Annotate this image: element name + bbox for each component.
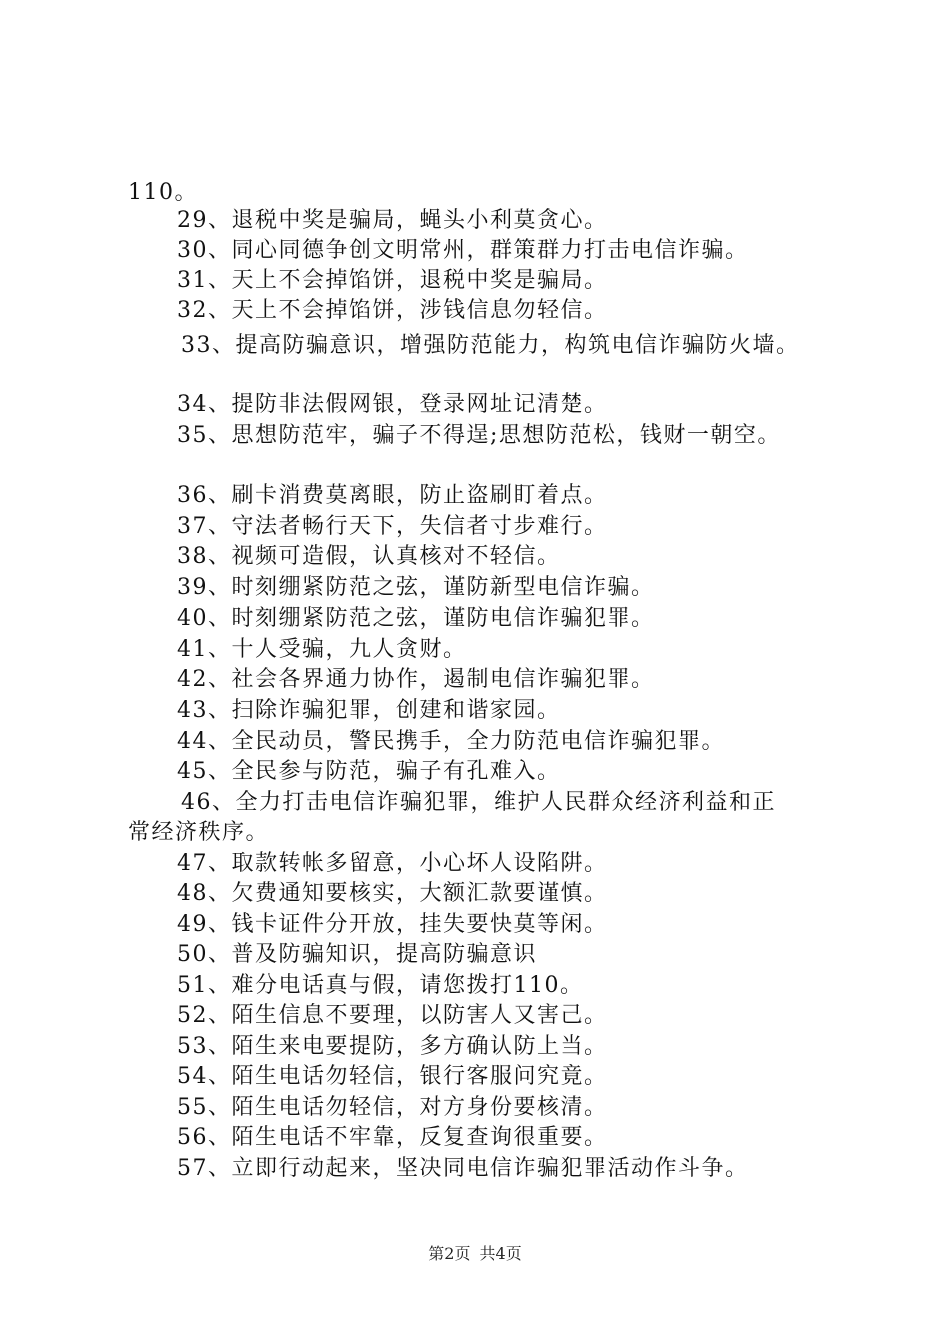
text-line-15: 42、社会各界通力协作，遏制电信诈骗犯罪。 xyxy=(177,667,655,692)
text-line-5: 32、天上不会掉馅饼，涉钱信息勿轻信。 xyxy=(177,298,608,323)
text-line-27: 53、陌生来电要提防，多方确认防上当。 xyxy=(177,1034,608,1059)
text-line-14: 41、十人受骗，九人贪财。 xyxy=(177,637,467,662)
text-line-19: 46、全力打击电信诈骗犯罪，维护人民群众经济利益和正 xyxy=(181,790,776,815)
text-line-30: 56、陌生电话不牢靠，反复查询很重要。 xyxy=(177,1125,608,1150)
text-line-4: 31、天上不会掉馅饼，退税中奖是骗局。 xyxy=(177,268,608,293)
text-line-8: 35、思想防范牢，骗子不得逞;思想防范松，钱财一朝空。 xyxy=(177,423,781,448)
text-line-31: 57、立即行动起来，坚决同电信诈骗犯罪活动作斗争。 xyxy=(177,1156,749,1181)
page-footer xyxy=(0,1242,950,1266)
text-line-20: 常经济秩序。 xyxy=(128,820,270,845)
text-line-24: 50、普及防骗知识，提高防骗意识 xyxy=(177,942,537,967)
text-line-23: 49、钱卡证件分开放，挂失要快莫等闲。 xyxy=(177,912,608,937)
text-line-3: 30、同心同德争创文明常州，群策群力打击电信诈骗。 xyxy=(177,238,749,263)
text-line-21: 47、取款转帐多留意，小心坏人设陷阱。 xyxy=(177,851,608,876)
text-line-1: 110。 xyxy=(128,180,198,205)
text-line-17: 44、全民动员，警民携手，全力防范电信诈骗犯罪。 xyxy=(177,729,725,754)
text-line-25: 51、难分电话真与假，请您拨打110。 xyxy=(177,973,584,998)
text-line-7: 34、提防非法假网银，登录网址记清楚。 xyxy=(177,392,608,417)
text-line-18: 45、全民参与防范，骗子有孔难入。 xyxy=(177,759,561,784)
text-line-11: 38、视频可造假，认真核对不轻信。 xyxy=(177,544,561,569)
text-line-28: 54、陌生电话勿轻信，银行客服问究竟。 xyxy=(177,1064,608,1089)
text-line-29: 55、陌生电话勿轻信，对方身份要核清。 xyxy=(177,1095,608,1120)
page-number: 第2页 xyxy=(428,1244,471,1263)
text-line-13: 40、时刻绷紧防范之弦，谨防电信诈骗犯罪。 xyxy=(177,606,655,631)
text-line-12: 39、时刻绷紧防范之弦，谨防新型电信诈骗。 xyxy=(177,575,655,600)
text-line-2: 29、退税中奖是骗局，蝇头小利莫贪心。 xyxy=(177,208,608,233)
text-line-6: 33、提高防骗意识，增强防范能力，构筑电信诈骗防火墙。 xyxy=(181,333,800,358)
text-line-26: 52、陌生信息不要理，以防害人又害己。 xyxy=(177,1003,608,1028)
text-line-10: 37、守法者畅行天下，失信者寸步难行。 xyxy=(177,514,608,539)
text-line-22: 48、欠费通知要核实，大额汇款要谨慎。 xyxy=(177,881,608,906)
text-line-16: 43、扫除诈骗犯罪，创建和谐家园。 xyxy=(177,698,561,723)
text-line-9: 36、刷卡消费莫离眼，防止盗刷盯着点。 xyxy=(177,483,608,508)
page-total: 共4页 xyxy=(479,1244,522,1263)
